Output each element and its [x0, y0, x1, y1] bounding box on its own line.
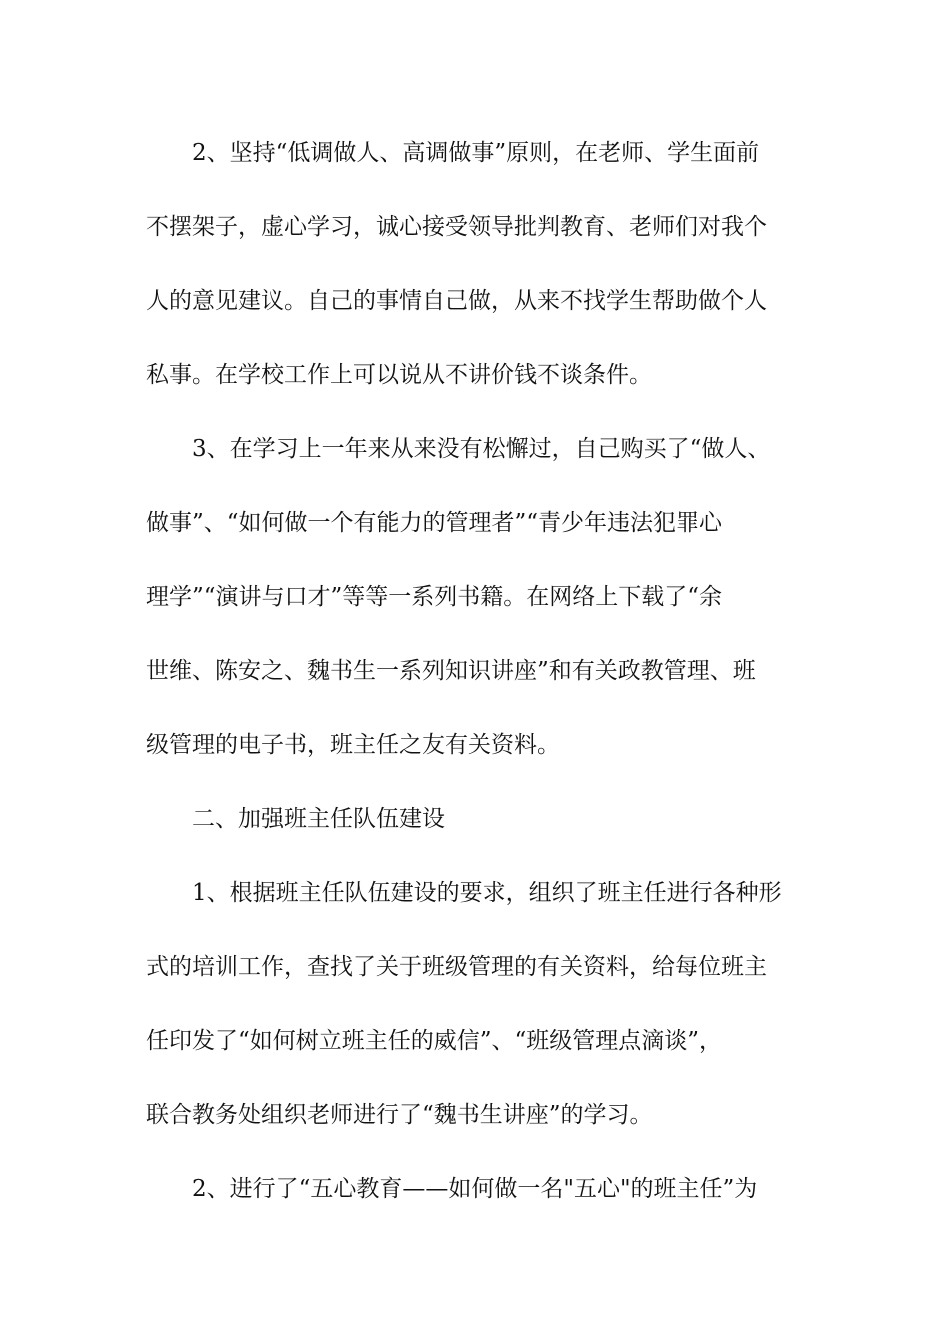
paragraph-2-line-3: 理学”“演讲与口才”等等一系列书籍。在网络上下载了“余	[146, 584, 723, 610]
paragraph-2-line-1: 3、在学习上一年来从来没有松懈过，自己购买了“做人、	[192, 436, 771, 462]
paragraph-3-line-3: 任印发了“如何树立班主任的威信”、“班级管理点滴谈”，	[146, 1028, 723, 1054]
paragraph-2-line-2: 做事”、“如何做一个有能力的管理者”“青少年违法犯罪心	[146, 510, 723, 536]
paragraph-2-line-5: 级管理的电子书，班主任之友有关资料。	[146, 732, 560, 758]
paragraph-2-line-4: 世维、陈安之、魏书生一系列知识讲座”和有关政教管理、班	[146, 658, 756, 684]
paragraph-1-line-1: 2、坚持“低调做人、高调做事”原则，在老师、学生面前	[192, 140, 760, 166]
paragraph-3-line-2: 式的培训工作，查找了关于班级管理的有关资料，给每位班主	[146, 954, 767, 980]
paragraph-4-line-1: 2、进行了“五心教育——如何做一名"五心"的班主任”为	[192, 1176, 758, 1202]
paragraph-1-line-3: 人的意见建议。自己的事情自己做，从来不找学生帮助做个人	[146, 288, 767, 314]
paragraph-1-line-4: 私事。在学校工作上可以说从不讲价钱不谈条件。	[146, 362, 652, 388]
section-heading: 二、加强班主任队伍建设	[192, 806, 445, 832]
paragraph-1-line-2: 不摆架子，虚心学习，诚心接受领导批判教育、老师们对我个	[146, 214, 767, 240]
paragraph-3-line-4: 联合教务处组织老师进行了“魏书生讲座”的学习。	[146, 1102, 653, 1128]
paragraph-3-line-1: 1、根据班主任队伍建设的要求，组织了班主任进行各种形	[192, 880, 782, 906]
